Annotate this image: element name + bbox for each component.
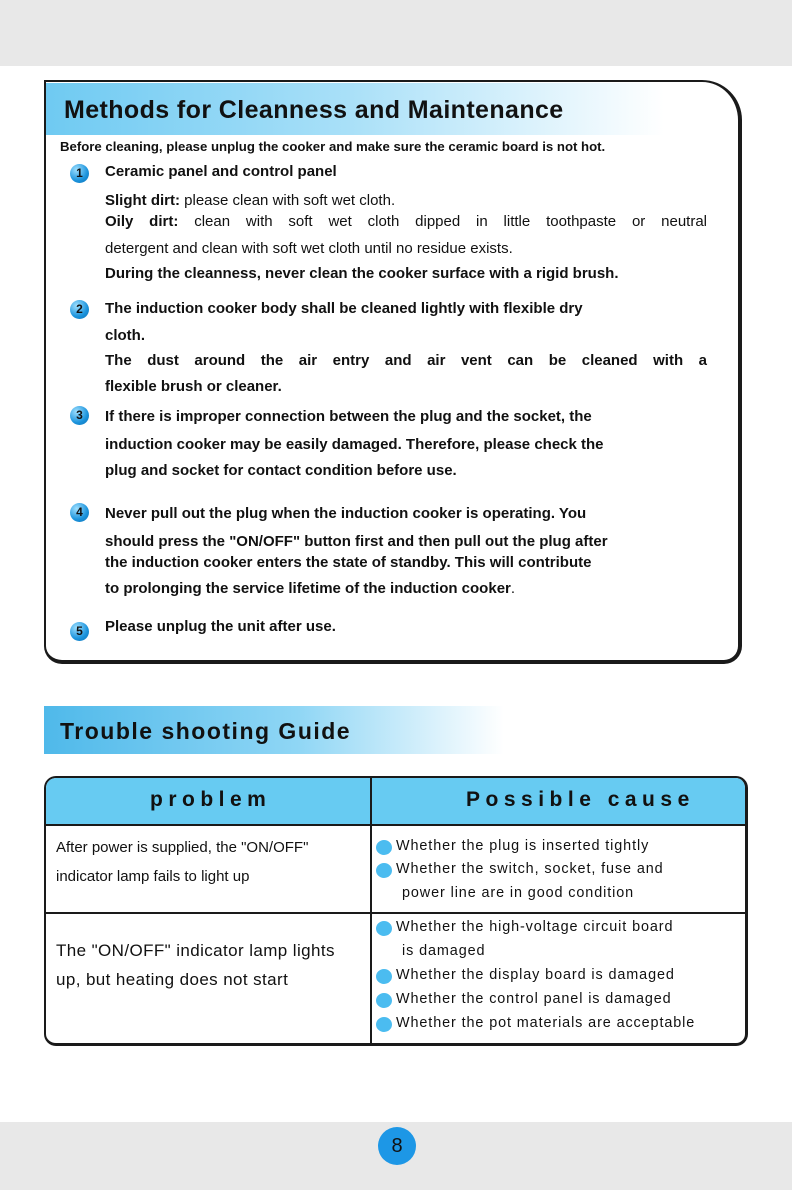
item-4-line-1: Never pull out the plug when the induction cooker is operating. You [105,505,587,522]
table-row-2-problem [56,936,335,994]
cause-text: Whether the display board is damaged [396,967,675,983]
item-4-line-4-period: . [510,580,516,597]
maintenance-intro: Before cleaning, please unplug the cooker and make sure the ceramic board is not hot. [60,139,606,154]
cause-text: Whether the pot materials are acceptable [396,1015,696,1031]
cause-text: Whether the high-voltage circuit board [396,919,674,935]
item-1-oily-dirt [105,213,707,230]
cause-text: Whether the switch, socket, fuse and [396,861,664,877]
item-1-oily-dirt-cont: detergent and clean with soft wet cloth until no residue exists. [105,240,513,257]
slight-dirt-text: please clean with soft wet cloth. [180,192,396,209]
item-3-line-3: plug and socket for contact condition before use. [105,462,457,479]
oily-dirt-text: clean with soft wet cloth dipped in little toothpaste or neutral [178,213,708,230]
bullet-dot-icon [376,921,392,936]
cause-text: Whether the control panel is damaged [396,991,672,1007]
item-2-line-4: flexible brush or cleaner. [105,378,282,395]
item-3-number-badge: 3 [70,406,89,425]
problem-1-line-1: After power is supplied, the "ON/OFF" [56,839,309,856]
slight-dirt-label: Slight dirt: [105,192,180,209]
item-4-number-badge: 4 [70,503,89,522]
cause-text: Whether the plug is inserted tightly [396,838,650,854]
item-5-line-1: Please unplug the unit after use. [105,618,336,635]
bullet-dot-icon [376,993,392,1008]
item-4-line-4-text: to prolonging the service lifetime of the induction cooker [105,580,511,597]
item-1-number-badge: 1 [70,164,89,183]
item-1-heading: Ceramic panel and control panel [105,163,337,180]
table-row-1-problem [56,833,308,891]
item-4-line-3: the induction cooker enters the state of standby. This will contribute [105,554,592,571]
item-3-line-1: If there is improper connection between the plug and the socket, the [105,408,592,425]
item-2-line-2: cloth. [105,327,145,344]
item-1-slight-dirt [105,192,395,209]
problem-1-line-2: indicator lamp fails to light up [56,868,250,885]
column-divider [370,778,372,1043]
header-divider [46,824,745,826]
item-2-line-3: The dust around the air entry and air vent can be cleaned with a [105,352,707,369]
page-number-badge: 8 [378,1127,416,1165]
bullet-dot-icon [376,969,392,984]
table-row-2-cause-1-cont: is damaged [402,943,486,959]
bullet-dot-icon [376,1017,392,1032]
item-5-number-badge: 5 [70,622,89,641]
table-row-1-cause-2-cont: power line are in good condition [402,885,635,901]
problem-2-line-2: up, but heating does not start [56,970,289,989]
bullet-dot-icon [376,863,392,878]
row-divider [46,912,745,914]
item-2-number-badge: 2 [70,300,89,319]
column-header-problem: problem [150,788,272,811]
item-2-line-1: The induction cooker body shall be cleaned lightly with flexible dry [105,300,583,317]
troubleshooting-table [44,776,748,1046]
troubleshooting-title: Trouble shooting Guide [60,718,352,744]
item-4-line-2: should press the "ON/OFF" button first and then pull out the plug after [105,533,608,550]
oily-dirt-label: Oily dirt: [105,213,179,230]
top-band [0,0,792,66]
problem-2-line-1: The "ON/OFF" indicator lamp lights [56,941,335,960]
bullet-dot-icon [376,840,392,855]
column-header-cause: Possible cause [466,788,695,811]
item-1-warning: During the cleanness, never clean the cooker surface with a rigid brush. [105,265,619,282]
item-4-line-4 [105,580,515,597]
item-3-line-2: induction cooker may be easily damaged. Therefore, please check the [105,436,604,453]
maintenance-title: Methods for Cleanness and Maintenance [64,96,564,124]
